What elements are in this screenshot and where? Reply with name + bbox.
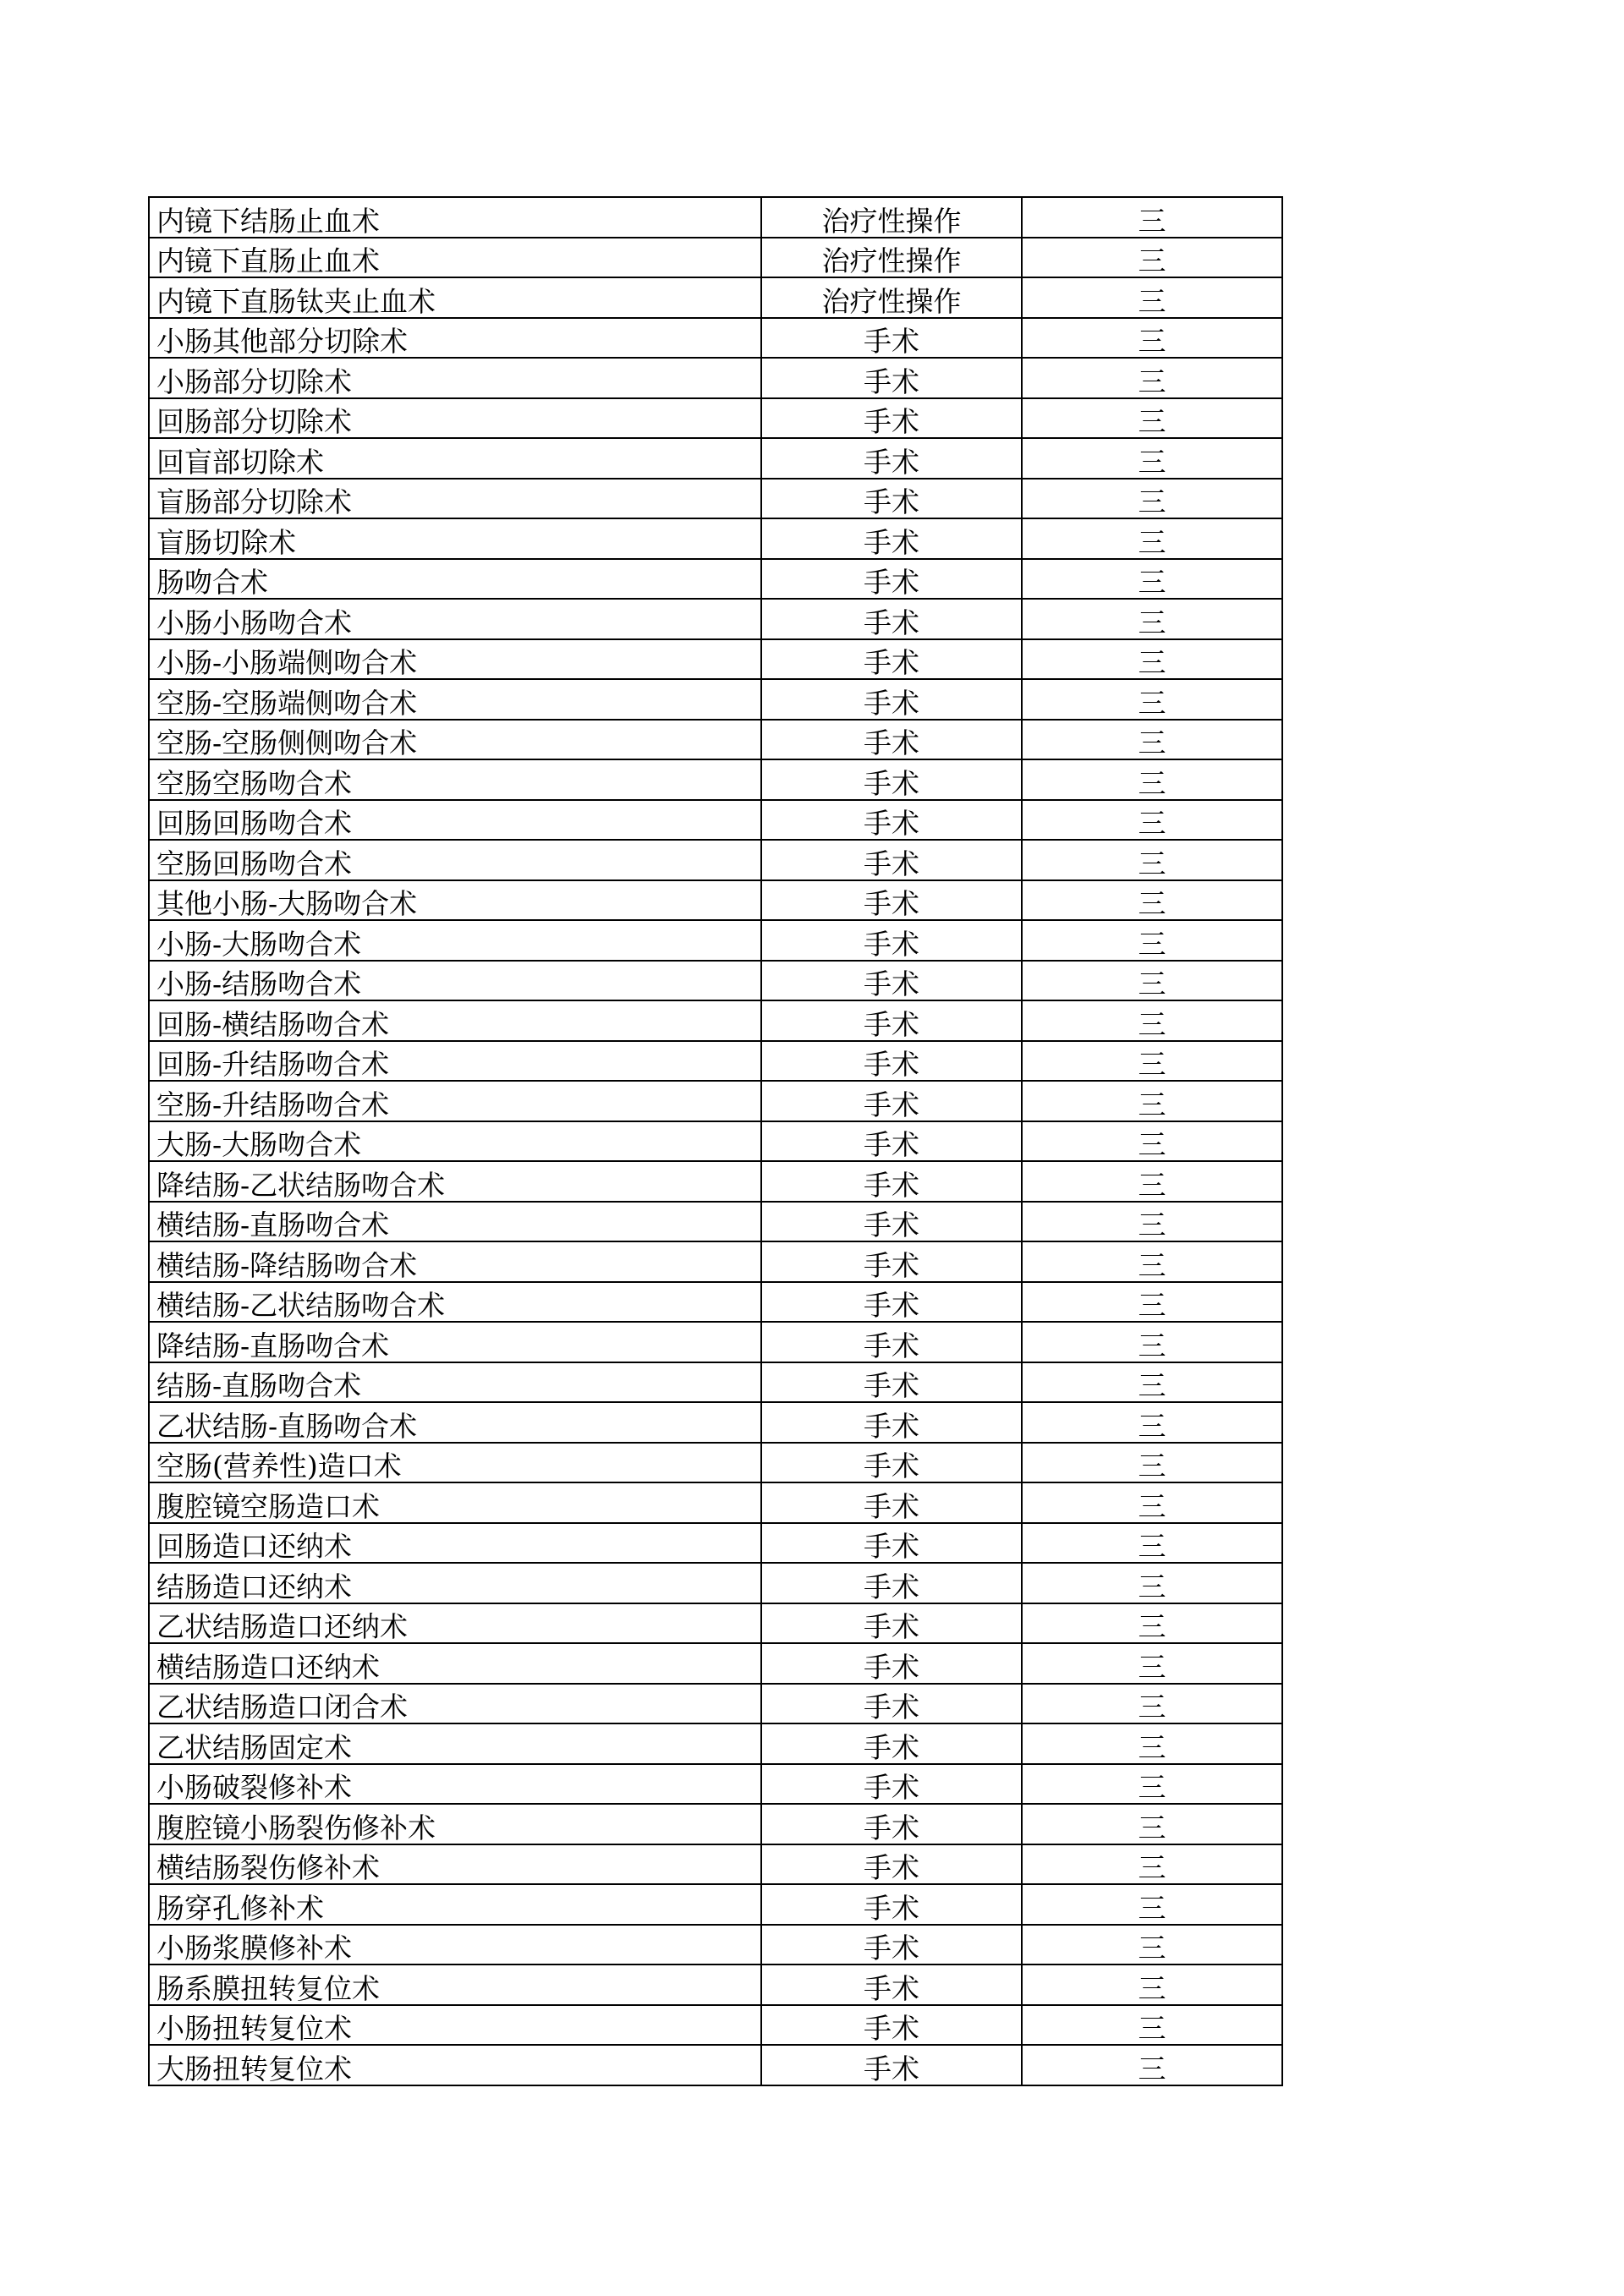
table-row bbox=[149, 1884, 1282, 1925]
procedure-level-cell: 三 bbox=[1022, 1925, 1282, 1965]
table-row bbox=[149, 1161, 1282, 1202]
procedure-name-cell: 横结肠-降结肠吻合术 bbox=[149, 1241, 761, 1282]
procedure-name-cell: 盲肠切除术 bbox=[149, 518, 761, 559]
procedure-type-cell: 手术 bbox=[761, 800, 1022, 841]
table-row bbox=[149, 1523, 1282, 1564]
table-row bbox=[149, 1964, 1282, 2005]
procedure-level-cell: 三 bbox=[1022, 2045, 1282, 2085]
table-row bbox=[149, 318, 1282, 359]
procedure-level-cell: 三 bbox=[1022, 277, 1282, 318]
procedure-name-cell: 横结肠造口还纳术 bbox=[149, 1643, 761, 1684]
procedure-level-cell: 三 bbox=[1022, 1603, 1282, 1644]
table-row bbox=[149, 1000, 1282, 1041]
procedure-type-cell: 手术 bbox=[761, 438, 1022, 479]
table-row bbox=[149, 358, 1282, 398]
procedure-name-cell: 小肠-大肠吻合术 bbox=[149, 920, 761, 961]
procedure-type-cell: 手术 bbox=[761, 1804, 1022, 1844]
procedure-type-cell: 手术 bbox=[761, 1684, 1022, 1724]
procedure-type-cell: 手术 bbox=[761, 920, 1022, 961]
procedure-level-cell: 三 bbox=[1022, 1723, 1282, 1764]
table-row bbox=[149, 1322, 1282, 1362]
procedure-name-cell: 腹腔镜小肠裂伤修补术 bbox=[149, 1804, 761, 1844]
procedure-type-cell: 手术 bbox=[761, 1282, 1022, 1323]
procedure-name-cell: 乙状结肠-直肠吻合术 bbox=[149, 1402, 761, 1443]
procedure-level-cell: 三 bbox=[1022, 1161, 1282, 1202]
procedure-name-cell: 横结肠-乙状结肠吻合术 bbox=[149, 1282, 761, 1323]
procedure-level-cell: 三 bbox=[1022, 2005, 1282, 2046]
procedure-type-cell: 手术 bbox=[761, 1844, 1022, 1885]
table-row bbox=[149, 800, 1282, 841]
procedure-type-cell: 手术 bbox=[761, 720, 1022, 760]
procedure-type-cell: 手术 bbox=[761, 1603, 1022, 1644]
procedure-name-cell: 回盲部切除术 bbox=[149, 438, 761, 479]
table-row bbox=[149, 840, 1282, 880]
procedure-type-cell: 手术 bbox=[761, 1161, 1022, 1202]
procedure-name-cell: 空肠-升结肠吻合术 bbox=[149, 1081, 761, 1121]
procedure-level-cell: 三 bbox=[1022, 197, 1282, 238]
procedure-level-cell: 三 bbox=[1022, 358, 1282, 398]
procedure-name-cell: 肠系膜扭转复位术 bbox=[149, 1964, 761, 2005]
procedure-type-cell: 手术 bbox=[761, 1041, 1022, 1082]
procedure-name-cell: 回肠回肠吻合术 bbox=[149, 800, 761, 841]
table-row bbox=[149, 438, 1282, 479]
procedure-type-cell: 手术 bbox=[761, 2045, 1022, 2085]
table-row bbox=[149, 1041, 1282, 1082]
procedure-level-cell: 三 bbox=[1022, 1563, 1282, 1603]
table-row bbox=[149, 1241, 1282, 1282]
procedure-name-cell: 其他小肠-大肠吻合术 bbox=[149, 880, 761, 921]
procedure-level-cell: 三 bbox=[1022, 1241, 1282, 1282]
table-row bbox=[149, 1844, 1282, 1885]
procedure-table bbox=[148, 196, 1283, 2086]
procedure-name-cell: 降结肠-直肠吻合术 bbox=[149, 1322, 761, 1362]
procedure-type-cell: 手术 bbox=[761, 880, 1022, 921]
table-row bbox=[149, 238, 1282, 278]
procedure-type-cell: 手术 bbox=[761, 1202, 1022, 1242]
table-row bbox=[149, 1563, 1282, 1603]
procedure-type-cell: 手术 bbox=[761, 1241, 1022, 1282]
procedure-type-cell: 治疗性操作 bbox=[761, 238, 1022, 278]
procedure-type-cell: 手术 bbox=[761, 2005, 1022, 2046]
procedure-name-cell: 盲肠部分切除术 bbox=[149, 479, 761, 519]
procedure-name-cell: 乙状结肠造口闭合术 bbox=[149, 1684, 761, 1724]
table-row bbox=[149, 1804, 1282, 1844]
table-row bbox=[149, 639, 1282, 680]
procedure-level-cell: 三 bbox=[1022, 800, 1282, 841]
procedure-level-cell: 三 bbox=[1022, 639, 1282, 680]
procedure-type-cell: 手术 bbox=[761, 1764, 1022, 1805]
procedure-level-cell: 三 bbox=[1022, 438, 1282, 479]
procedure-name-cell: 空肠回肠吻合术 bbox=[149, 840, 761, 880]
procedure-type-cell: 手术 bbox=[761, 1402, 1022, 1443]
table-row bbox=[149, 1081, 1282, 1121]
procedure-type-cell: 手术 bbox=[761, 1523, 1022, 1564]
procedure-name-cell: 小肠扭转复位术 bbox=[149, 2005, 761, 2046]
procedure-name-cell: 回肠-横结肠吻合术 bbox=[149, 1000, 761, 1041]
procedure-level-cell: 三 bbox=[1022, 880, 1282, 921]
procedure-name-cell: 空肠(营养性)造口术 bbox=[149, 1443, 761, 1483]
procedure-type-cell: 手术 bbox=[761, 961, 1022, 1001]
procedure-level-cell: 三 bbox=[1022, 1643, 1282, 1684]
procedure-level-cell: 三 bbox=[1022, 1523, 1282, 1564]
procedure-type-cell: 手术 bbox=[761, 679, 1022, 720]
procedure-level-cell: 三 bbox=[1022, 1322, 1282, 1362]
procedure-type-cell: 手术 bbox=[761, 599, 1022, 639]
procedure-level-cell: 三 bbox=[1022, 840, 1282, 880]
procedure-name-cell: 小肠部分切除术 bbox=[149, 358, 761, 398]
table-row bbox=[149, 679, 1282, 720]
procedure-level-cell: 三 bbox=[1022, 1964, 1282, 2005]
procedure-type-cell: 手术 bbox=[761, 559, 1022, 600]
procedure-level-cell: 三 bbox=[1022, 398, 1282, 439]
table-row bbox=[149, 479, 1282, 519]
procedure-name-cell: 大肠扭转复位术 bbox=[149, 2045, 761, 2085]
procedure-name-cell: 结肠-直肠吻合术 bbox=[149, 1362, 761, 1403]
procedure-level-cell: 三 bbox=[1022, 1804, 1282, 1844]
procedure-type-cell: 手术 bbox=[761, 318, 1022, 359]
procedure-name-cell: 腹腔镜空肠造口术 bbox=[149, 1482, 761, 1523]
procedure-name-cell: 大肠-大肠吻合术 bbox=[149, 1121, 761, 1162]
table-row bbox=[149, 920, 1282, 961]
procedure-level-cell: 三 bbox=[1022, 1764, 1282, 1805]
table-row bbox=[149, 2045, 1282, 2085]
table-row bbox=[149, 1764, 1282, 1805]
procedure-level-cell: 三 bbox=[1022, 1443, 1282, 1483]
procedure-name-cell: 小肠其他部分切除术 bbox=[149, 318, 761, 359]
procedure-type-cell: 手术 bbox=[761, 1121, 1022, 1162]
table-row bbox=[149, 277, 1282, 318]
procedure-name-cell: 空肠空肠吻合术 bbox=[149, 759, 761, 800]
procedure-type-cell: 治疗性操作 bbox=[761, 197, 1022, 238]
procedure-level-cell: 三 bbox=[1022, 1041, 1282, 1082]
procedure-type-cell: 手术 bbox=[761, 1563, 1022, 1603]
table-row bbox=[149, 1482, 1282, 1523]
table-row bbox=[149, 720, 1282, 760]
table-row bbox=[149, 1723, 1282, 1764]
procedure-name-cell: 乙状结肠固定术 bbox=[149, 1723, 761, 1764]
procedure-name-cell: 横结肠裂伤修补术 bbox=[149, 1844, 761, 1885]
procedure-name-cell: 回肠-升结肠吻合术 bbox=[149, 1041, 761, 1082]
procedure-level-cell: 三 bbox=[1022, 1282, 1282, 1323]
procedure-name-cell: 肠穿孔修补术 bbox=[149, 1884, 761, 1925]
procedure-name-cell: 回肠造口还纳术 bbox=[149, 1523, 761, 1564]
table-row bbox=[149, 1643, 1282, 1684]
procedure-level-cell: 三 bbox=[1022, 1844, 1282, 1885]
table-row bbox=[149, 961, 1282, 1001]
procedure-type-cell: 手术 bbox=[761, 479, 1022, 519]
procedure-level-cell: 三 bbox=[1022, 961, 1282, 1001]
procedure-type-cell: 手术 bbox=[761, 1723, 1022, 1764]
procedure-type-cell: 手术 bbox=[761, 1925, 1022, 1965]
procedure-name-cell: 小肠小肠吻合术 bbox=[149, 599, 761, 639]
procedure-type-cell: 手术 bbox=[761, 1000, 1022, 1041]
procedure-type-cell: 手术 bbox=[761, 1081, 1022, 1121]
table-row bbox=[149, 1925, 1282, 1965]
procedure-level-cell: 三 bbox=[1022, 920, 1282, 961]
procedure-type-cell: 手术 bbox=[761, 1443, 1022, 1483]
procedure-type-cell: 手术 bbox=[761, 639, 1022, 680]
procedure-level-cell: 三 bbox=[1022, 318, 1282, 359]
table-row bbox=[149, 1402, 1282, 1443]
table-row bbox=[149, 559, 1282, 600]
procedure-name-cell: 内镜下直肠钛夹止血术 bbox=[149, 277, 761, 318]
procedure-level-cell: 三 bbox=[1022, 1684, 1282, 1724]
procedure-level-cell: 三 bbox=[1022, 1884, 1282, 1925]
procedure-name-cell: 横结肠-直肠吻合术 bbox=[149, 1202, 761, 1242]
table-row bbox=[149, 880, 1282, 921]
procedure-name-cell: 空肠-空肠侧侧吻合术 bbox=[149, 720, 761, 760]
table-row bbox=[149, 1603, 1282, 1644]
table-row bbox=[149, 1362, 1282, 1403]
procedure-type-cell: 手术 bbox=[761, 759, 1022, 800]
procedure-type-cell: 手术 bbox=[761, 1322, 1022, 1362]
procedure-type-cell: 手术 bbox=[761, 1643, 1022, 1684]
procedure-type-cell: 手术 bbox=[761, 398, 1022, 439]
procedure-level-cell: 三 bbox=[1022, 599, 1282, 639]
procedure-level-cell: 三 bbox=[1022, 720, 1282, 760]
procedure-type-cell: 手术 bbox=[761, 1884, 1022, 1925]
procedure-name-cell: 内镜下结肠止血术 bbox=[149, 197, 761, 238]
procedure-name-cell: 小肠破裂修补术 bbox=[149, 1764, 761, 1805]
procedure-name-cell: 肠吻合术 bbox=[149, 559, 761, 600]
procedure-type-cell: 手术 bbox=[761, 840, 1022, 880]
procedure-level-cell: 三 bbox=[1022, 1402, 1282, 1443]
table-row bbox=[149, 1684, 1282, 1724]
procedure-type-cell: 手术 bbox=[761, 1362, 1022, 1403]
procedure-level-cell: 三 bbox=[1022, 479, 1282, 519]
procedure-name-cell: 降结肠-乙状结肠吻合术 bbox=[149, 1161, 761, 1202]
procedure-level-cell: 三 bbox=[1022, 1081, 1282, 1121]
table-row bbox=[149, 1121, 1282, 1162]
procedure-type-cell: 手术 bbox=[761, 1964, 1022, 2005]
procedure-name-cell: 回肠部分切除术 bbox=[149, 398, 761, 439]
procedure-name-cell: 结肠造口还纳术 bbox=[149, 1563, 761, 1603]
procedure-type-cell: 手术 bbox=[761, 518, 1022, 559]
table-row bbox=[149, 599, 1282, 639]
procedure-level-cell: 三 bbox=[1022, 1202, 1282, 1242]
table-row bbox=[149, 1282, 1282, 1323]
table-row bbox=[149, 1202, 1282, 1242]
procedure-level-cell: 三 bbox=[1022, 518, 1282, 559]
table-row bbox=[149, 197, 1282, 238]
procedure-type-cell: 手术 bbox=[761, 1482, 1022, 1523]
procedure-type-cell: 手术 bbox=[761, 358, 1022, 398]
procedure-name-cell: 小肠-结肠吻合术 bbox=[149, 961, 761, 1001]
procedure-level-cell: 三 bbox=[1022, 1121, 1282, 1162]
procedure-level-cell: 三 bbox=[1022, 759, 1282, 800]
procedure-level-cell: 三 bbox=[1022, 679, 1282, 720]
procedure-level-cell: 三 bbox=[1022, 1482, 1282, 1523]
table-row bbox=[149, 398, 1282, 439]
table-row bbox=[149, 518, 1282, 559]
procedure-name-cell: 乙状结肠造口还纳术 bbox=[149, 1603, 761, 1644]
procedure-table-body bbox=[149, 197, 1282, 2085]
table-row bbox=[149, 2005, 1282, 2046]
procedure-type-cell: 治疗性操作 bbox=[761, 277, 1022, 318]
procedure-level-cell: 三 bbox=[1022, 1000, 1282, 1041]
procedure-name-cell: 小肠-小肠端侧吻合术 bbox=[149, 639, 761, 680]
procedure-level-cell: 三 bbox=[1022, 559, 1282, 600]
procedure-name-cell: 空肠-空肠端侧吻合术 bbox=[149, 679, 761, 720]
table-row bbox=[149, 1443, 1282, 1483]
procedure-level-cell: 三 bbox=[1022, 238, 1282, 278]
table-row bbox=[149, 759, 1282, 800]
procedure-name-cell: 小肠浆膜修补术 bbox=[149, 1925, 761, 1965]
procedure-level-cell: 三 bbox=[1022, 1362, 1282, 1403]
procedure-name-cell: 内镜下直肠止血术 bbox=[149, 238, 761, 278]
